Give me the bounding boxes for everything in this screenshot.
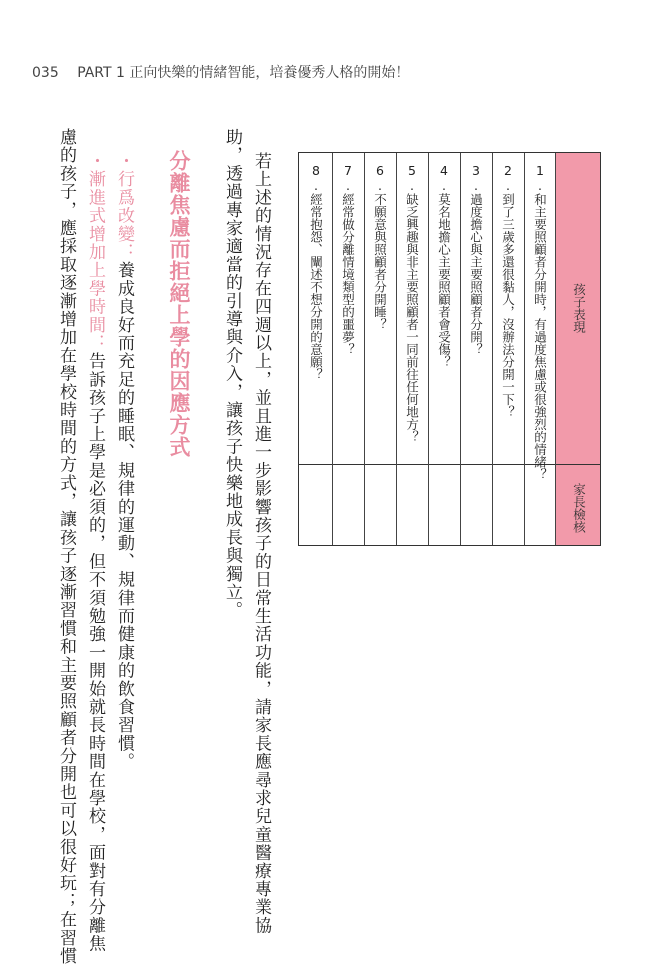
checklist-table [298,152,601,546]
page-header [32,62,409,82]
page-number: 035 [32,65,59,81]
item-text: 養成良好而充足的睡眠、規律的運動、規律而健康的飲食習慣。 [114,261,134,771]
table-row: 5.缺乏興趣與非主要照顧者一同前往任何地方？ [404,163,420,443]
table-row: 1.和主要照顧者分開時，有過度焦慮或很強烈的情緒？ [532,163,548,481]
section-heading: 分離焦慮而拒絕上學的因應方式 [167,150,191,458]
table-row: 3.過度擔心與主要照顧者分開？ [468,163,484,356]
table-row: 8.經常抱怨、闡述不想分開的意願？ [308,163,324,381]
row-divider [524,153,525,545]
paragraph-line: 慮的孩子，應採取逐漸增加在學校時間的方式，讓孩子逐漸習慣和主要照顧者分開也可以很好玩；在習慣 [56,128,76,965]
item-label: ・漸進式增加上學時間： [85,152,105,353]
row-divider [364,153,365,545]
row-divider [428,153,429,545]
paragraph-line: 若上述的情況存在四週以上，並且進一步影響孩子的日常生活功能，請家長應尋求兒童醫療專業協 [251,152,271,935]
row-divider [396,153,397,545]
item-text: 告訴孩子上學是必須的，但不須勉強一開始就長時間在學校，面對有分離焦 [85,352,105,953]
table-row: 4.莫名地擔心主要照顧者會受傷？ [436,163,452,368]
paragraph-line: 助，透過專家適當的引導與介入，讓孩子快樂地成長與獨立。 [222,128,242,620]
running-title: PART 1 正向快樂的情緒智能，培養優秀人格的開始！ [77,65,410,81]
header-divider [555,153,556,545]
header-parent-check: 家長檢核 [571,483,587,533]
row-divider [492,153,493,545]
row-divider [332,153,333,545]
table-row: 2.到了三歲多還很黏人，沒辦法分開一下？ [500,163,516,418]
item-label: ・行爲改變： [114,152,134,262]
table-row: 6.不願意與照顧者分開睡？ [372,163,388,331]
list-item [86,152,103,953]
list-item [115,152,132,771]
header-child-behavior: 孩子表現 [571,283,587,333]
row-divider [460,153,461,545]
table-row: 7.經常做分離情境類型的噩夢？ [340,163,356,356]
